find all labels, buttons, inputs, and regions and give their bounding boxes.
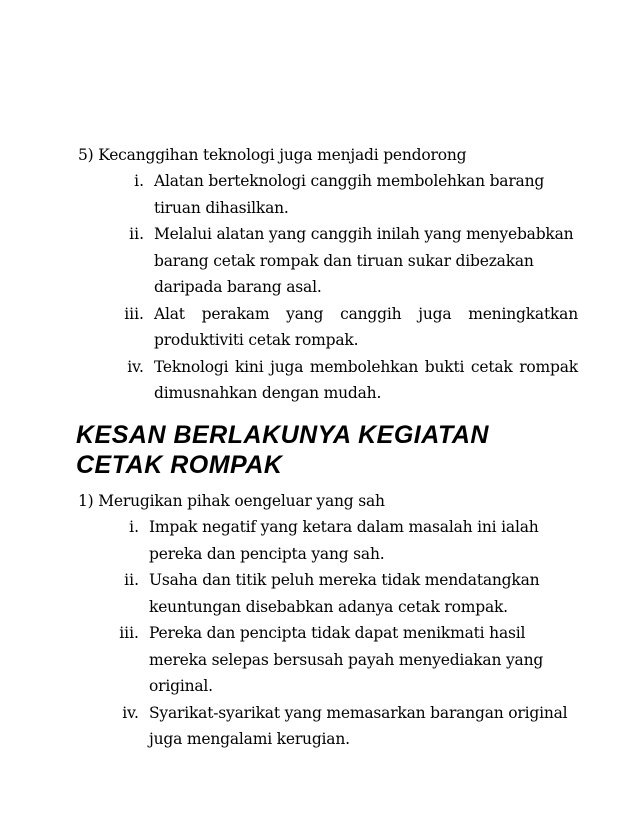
item-number: ii. [124,571,139,589]
list-item [78,301,578,354]
item-text: Syarikat-syarikat yang memasarkan barangan original juga mengalami kerugian. [149,703,568,748]
point-1-title: 1) Merugikan pihak oengeluar yang sah [78,492,385,510]
list-item [78,567,578,620]
section-heading: KESAN BERLAKUNYA KEGIATAN CETAK ROMPAK [76,421,489,479]
item-text: Melalui alatan yang canggih inilah yang menyebabkan barang cetak rompak dan tiruan sukar dibezakan daripada barang asal. [154,225,574,296]
item-text: Alat perakam yang canggih juga meningkatkan produktiviti cetak rompak. [154,304,578,349]
sub-point-list [78,168,578,407]
item-number: iv. [122,703,139,722]
item-number: iv. [127,357,144,376]
item-text: Pereka dan pencipta tidak dapat menikmati hasil mereka selepas bersusah payah menyediakan yang original. [149,624,544,695]
item-text: Alatan berteknologi canggih membolehkan barang tiruan dihasilkan. [154,172,545,217]
list-item [78,221,578,301]
item-number: ii. [129,225,144,243]
item-text: Usaha dan titik peluh mereka tidak mendatangkan keuntungan disebabkan adanya cetak rompak. [149,571,540,616]
list-item [78,700,578,753]
item-number: i. [134,172,144,190]
list-item [78,168,578,221]
list-item [78,514,578,567]
item-number: iii. [119,624,139,642]
list-item [78,354,578,407]
section-teknologi [78,142,578,407]
section-kesan [78,420,578,753]
item-number: iii. [124,304,144,323]
item-text: Impak negatif yang ketara dalam masalah ini ialah pereka dan pencipta yang sah. [149,518,539,563]
item-number: i. [129,518,139,536]
list-item [78,620,578,700]
sub-point-list [78,514,578,753]
point-5-title: 5) Kecanggihan teknologi juga menjadi pendorong [78,146,467,164]
item-text: Teknologi kini juga membolehkan bukti cetak rompak dimusnahkan dengan mudah. [154,357,578,402]
